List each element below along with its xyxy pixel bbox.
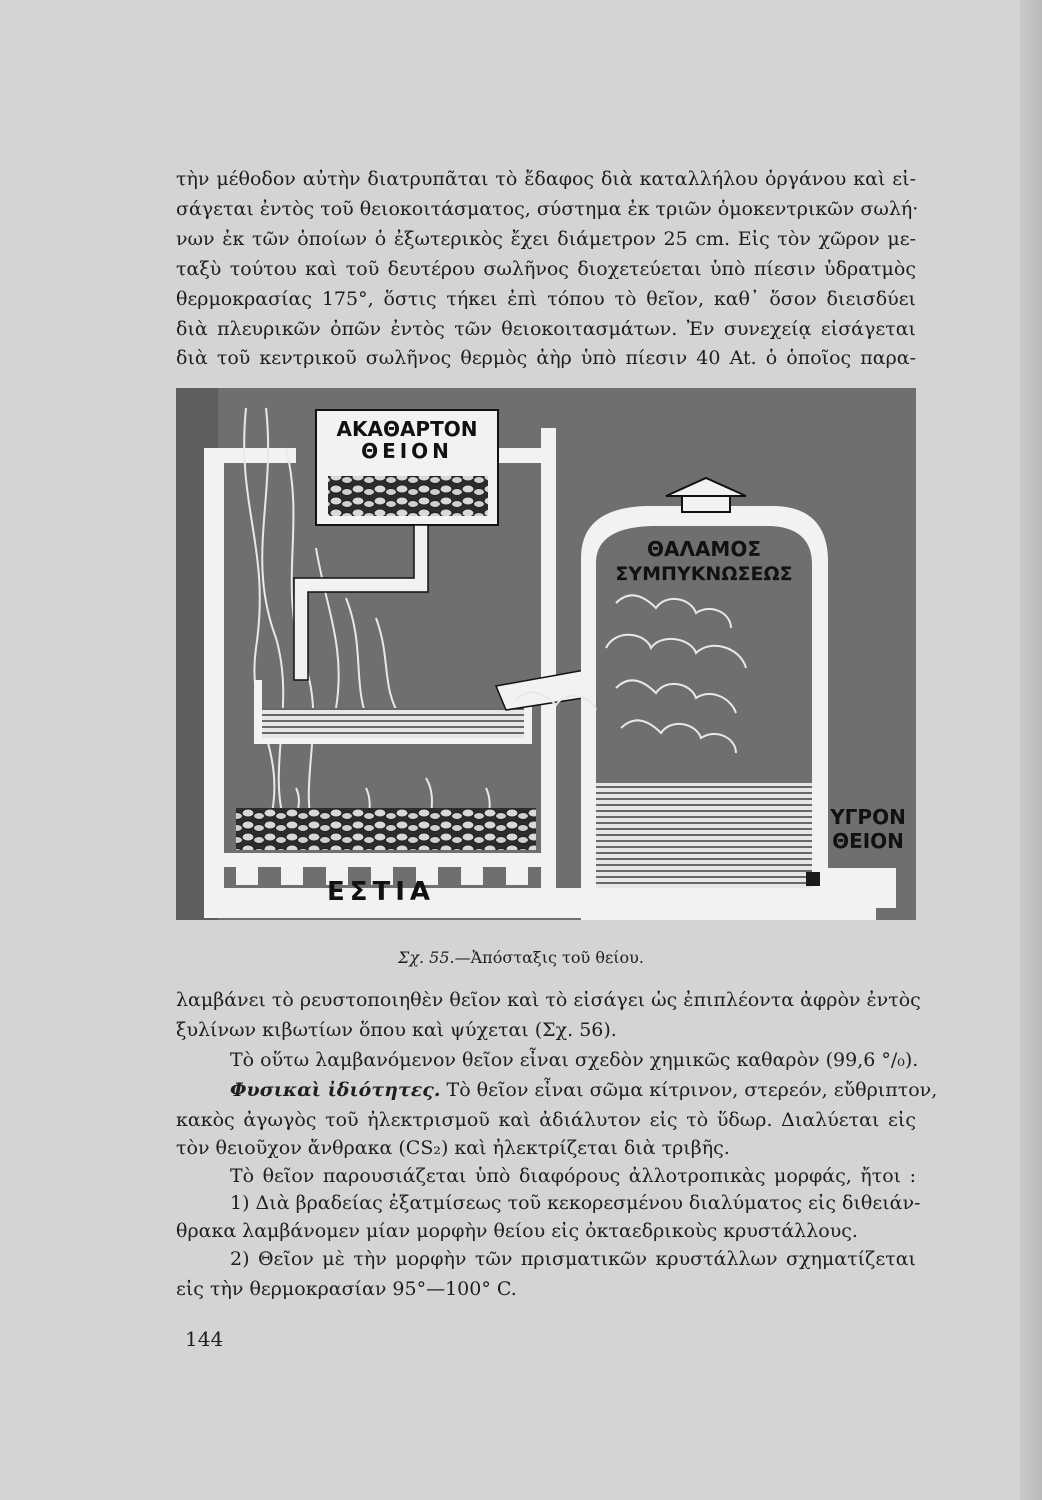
section-heading: Φυσικαὶ ἰδιότητες. bbox=[230, 1079, 441, 1101]
text-line: 1) Διὰ βραδείας ἐξατμίσεως τοῦ κεκορεσμένου διαλύματος εἰς διθειάν- bbox=[230, 1192, 921, 1214]
caption-text: —Ἀπόσταξις τοῦ θείου. bbox=[454, 948, 644, 967]
text-line: Τὸ θεῖον παρουσιάζεται ὑπὸ διαφόρους ἀλλοτροπικὰς μορφάς, ἤτοι : bbox=[230, 1165, 916, 1187]
label-chamber-2: ΣΥΜΠΥΚΝΩΣΕΩΣ bbox=[615, 563, 793, 585]
text-line: Τὸ οὕτω λαμβανόμενον θεῖον εἶναι σχεδὸν χημικῶς καθαρὸν (99,6 °/₀). bbox=[230, 1049, 919, 1071]
text-line: τὸν θειοῦχον ἄνθρακα (CS₂) καὶ ἠλεκτρίζεται διὰ τριβῆς. bbox=[176, 1137, 730, 1159]
properties-line bbox=[230, 1077, 938, 1103]
figure-caption bbox=[0, 947, 1042, 969]
text-line: 2) Θεῖον μὲ τὴν μορφὴν τῶν πρισματικῶν κρυστάλλων σχηματίζεται bbox=[230, 1248, 916, 1270]
text-line: νων ἐκ τῶν ὁποίων ὁ ἐξωτερικὸς ἔχει διάμετρον 25 cm. Εἰς τὸν χῶρον με- bbox=[176, 228, 916, 250]
text-line: ξυλίνων κιβωτίων ὅπου καὶ ψύχεται (Σχ. 56). bbox=[176, 1019, 617, 1041]
condensed-liquid-sulfur bbox=[596, 783, 812, 888]
label-impure-sulfur-2: ΘΕΙΟΝ bbox=[361, 439, 453, 463]
text-line: σάγεται ἐντὸς τοῦ θειοκοιτάσματος, σύστημα ἐκ τριῶν ὁμοκεντρικῶν σωλή· bbox=[176, 198, 919, 220]
page-edge bbox=[1020, 0, 1042, 1500]
text-line: θρακα λαμβάνομεν μίαν μορφὴν θείου εἰς ὀκταεδρικοὺς κρυστάλλους. bbox=[176, 1220, 858, 1242]
text-line: κακὸς ἀγωγὸς τοῦ ἠλεκτρισμοῦ καὶ ἀδιάλυτον εἰς τὸ ὕδωρ. Διαλύεται εἰς bbox=[176, 1109, 916, 1131]
coal-bed bbox=[236, 808, 536, 850]
caption-number: Σχ. 55. bbox=[398, 948, 455, 967]
label-liquid-sulfur-2: ΘΕΙΟΝ bbox=[832, 829, 904, 853]
label-hearth: ΕΣΤΙΑ bbox=[326, 877, 436, 907]
text-line: θερμοκρασίας 175°, ὅστις τήκει ἐπὶ τόπου τὸ θεῖον, καθ᾽ ὅσον διεισδύει bbox=[176, 288, 916, 310]
page-number: 144 bbox=[185, 1327, 224, 1351]
label-chamber-1: ΘΑΛΑΜΟΣ bbox=[646, 537, 762, 561]
text-line: διὰ τοῦ κεντρικοῦ σωλῆνος θερμὸς ἀὴρ ὑπὸ πίεσιν 40 At. ὁ ὁποῖος παρα- bbox=[176, 347, 916, 369]
text-line: εἰς τὴν θερμοκρασίαν 95°—100° C. bbox=[176, 1278, 517, 1300]
sulfur-distillation-figure bbox=[176, 388, 916, 928]
text-run: Τὸ θεῖον εἶναι σῶμα κίτρινον, στερεόν, εὔθριπτον, bbox=[446, 1079, 938, 1101]
text-line: λαμβάνει τὸ ρευστοποιηθὲν θεῖον καὶ τὸ εἰσάγει ὡς ἐπιπλέοντα ἀφρὸν ἐντὸς bbox=[176, 989, 921, 1011]
text-line: τὴν μέθοδον αὐτὴν διατρυπᾶται τὸ ἔδαφος διὰ καταλλήλου ὀργάνου καὶ εἰ- bbox=[176, 168, 916, 190]
label-liquid-sulfur-1: ΥΓΡΟΝ bbox=[830, 805, 906, 829]
melting-pan-liquid bbox=[262, 708, 524, 738]
label-impure-sulfur-1: ΑΚΑΘΑΡΤΟΝ bbox=[336, 417, 478, 441]
text-line: ταξὺ τούτου καὶ τοῦ δευτέρου σωλῆνος διοχετεύεται ὑπὸ πίεσιν ὑδρατμὸς bbox=[176, 258, 916, 280]
text-line: διὰ πλευρικῶν ὀπῶν ἐντὸς τῶν θειοκοιτασμάτων. Ἐν συνεχείᾳ εἰσάγεται bbox=[176, 318, 916, 340]
